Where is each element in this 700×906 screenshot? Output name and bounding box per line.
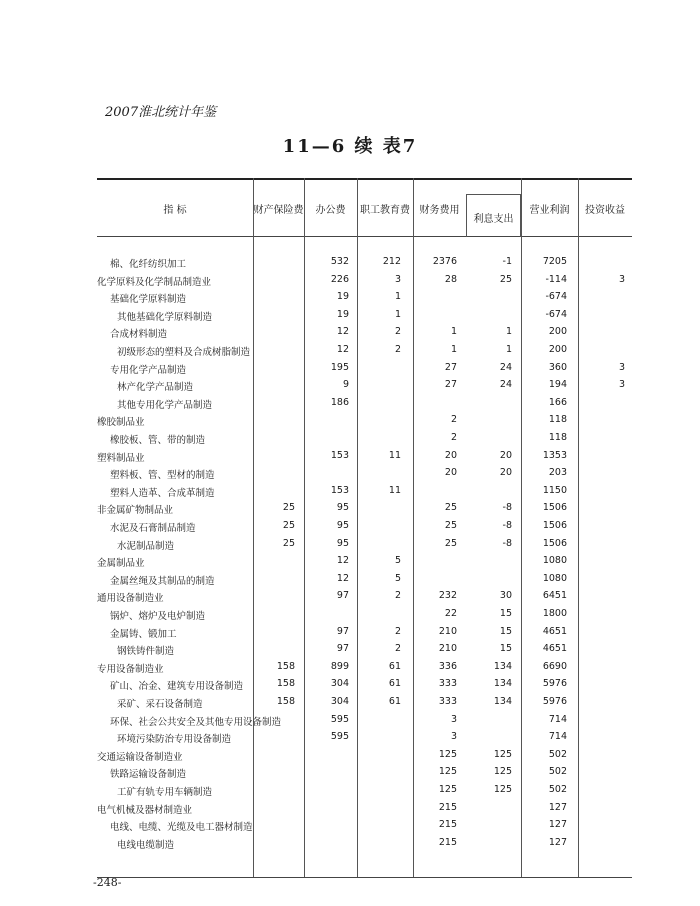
row-value: 5976 [542, 696, 567, 707]
table-row [0, 485, 700, 502]
row-value: 215 [438, 801, 457, 813]
header-interest: 利息支出 [473, 214, 514, 225]
table-row [0, 731, 700, 748]
row-value: 97 [336, 590, 349, 602]
row-value: 12 [336, 572, 349, 584]
table-row [0, 344, 700, 361]
row-value: 502 [548, 748, 567, 760]
row-value: 118 [548, 414, 567, 426]
row-indicator-name: 环保、社会公共安全及其他专用设备制造 [110, 716, 282, 728]
row-value: 25 [282, 537, 295, 549]
table-row [0, 661, 700, 678]
row-value: 158 [276, 678, 295, 690]
table-row [0, 414, 700, 431]
row-value: 6451 [542, 590, 567, 602]
row-value: 195 [330, 361, 349, 373]
row-value: 212 [382, 256, 401, 267]
row-indicator-name: 水泥及石膏制品制造 [110, 523, 196, 534]
row-value: 125 [438, 748, 457, 760]
row-value: 3 [618, 273, 625, 285]
row-value: 97 [336, 625, 349, 637]
row-value: 1 [450, 326, 457, 338]
row-value: 714 [548, 731, 567, 743]
row-value: 20 [444, 467, 457, 479]
row-value: -8 [502, 537, 512, 549]
row-value: 125 [493, 748, 512, 760]
row-value: 3 [618, 361, 625, 373]
row-indicator-name: 专用化学产品制造 [110, 364, 187, 376]
header-office: 办公费 [315, 205, 346, 216]
row-value: 61 [388, 678, 401, 690]
row-value: 1353 [542, 449, 567, 461]
row-value: 2 [394, 326, 401, 338]
row-indicator-name: 水泥制品制造 [117, 540, 175, 552]
row-indicator-name: 通用设备制造业 [97, 593, 164, 605]
table-row [0, 608, 700, 625]
row-value: 5 [394, 555, 401, 567]
row-value: 200 [548, 344, 567, 355]
row-value: 210 [438, 643, 457, 655]
row-value: 20 [499, 467, 512, 479]
row-value: 11 [388, 484, 401, 496]
row-indicator-name: 工矿有轨专用车辆制造 [117, 787, 213, 798]
table-row [0, 819, 700, 836]
table-row [0, 502, 700, 519]
row-value: 20 [499, 449, 512, 461]
row-value: 61 [388, 696, 401, 707]
table-row [0, 626, 700, 643]
row-value: 502 [548, 784, 567, 795]
table-row [0, 802, 700, 819]
table-row [0, 309, 700, 326]
table-row [0, 714, 700, 731]
row-value: 336 [438, 660, 457, 672]
row-indicator-name: 林产化学产品制造 [117, 382, 194, 394]
table-row [0, 326, 700, 343]
table-row [0, 538, 700, 555]
row-value: 714 [548, 713, 567, 725]
row-value: 25 [444, 502, 457, 514]
row-value: 15 [499, 643, 512, 655]
row-indicator-name: 锅炉、熔炉及电炉制造 [110, 611, 206, 622]
table-row [0, 696, 700, 713]
row-indicator-name: 电线电缆制造 [117, 839, 175, 851]
row-value: 25 [282, 502, 295, 514]
row-value: 19 [336, 291, 349, 303]
page-number: -248- [93, 876, 122, 889]
row-value: 25 [444, 520, 457, 531]
row-value: 4651 [542, 643, 567, 655]
table-row [0, 291, 700, 308]
row-value: 1 [505, 344, 512, 355]
row-value: -674 [545, 308, 567, 320]
row-indicator-name: 棉、化纤纺织加工 [110, 259, 187, 270]
row-indicator-name: 橡胶板、管、带的制造 [110, 435, 206, 446]
row-value: 153 [330, 449, 349, 461]
row-value: 1 [394, 291, 401, 303]
row-value: 158 [276, 696, 295, 707]
row-value: 134 [493, 678, 512, 690]
row-value: 1506 [542, 502, 567, 514]
row-value: 27 [444, 379, 457, 391]
row-indicator-name: 专用设备制造业 [97, 663, 164, 675]
row-value: 2 [394, 643, 401, 655]
row-value: 12 [336, 326, 349, 338]
row-value: 1 [394, 308, 401, 320]
row-indicator-name: 橡胶制品业 [97, 417, 145, 429]
row-value: 333 [438, 678, 457, 690]
row-value: 333 [438, 696, 457, 707]
row-value: 595 [330, 713, 349, 725]
header-operating-profit: 营业利润 [529, 205, 570, 216]
row-indicator-name: 电气机械及器材制造业 [97, 804, 193, 816]
table-row [0, 362, 700, 379]
row-indicator-name: 金属制品业 [97, 558, 145, 570]
row-value: 118 [548, 432, 567, 443]
row-value: 11 [388, 449, 401, 461]
row-value: -114 [545, 273, 567, 285]
table-row [0, 467, 700, 484]
header-investment-income: 投资收益 [585, 205, 625, 216]
row-value: 3 [450, 713, 457, 725]
header-property-insurance: 财产保险费 [253, 205, 304, 216]
row-value: -1 [502, 256, 512, 267]
table-row [0, 784, 700, 801]
row-value: 22 [444, 608, 457, 619]
row-value: 5976 [542, 678, 567, 690]
row-indicator-name: 电线、电缆、光缆及电工器材制造 [110, 822, 253, 834]
row-indicator-name: 其他专用化学产品制造 [117, 399, 213, 411]
row-value: 215 [438, 819, 457, 831]
row-value: 125 [438, 766, 457, 778]
row-value: 30 [499, 590, 512, 602]
row-indicator-name: 金属丝绳及其制品的制造 [110, 575, 215, 587]
header-indicator: 指 标 [163, 205, 187, 216]
table-row [0, 573, 700, 590]
row-value: 232 [438, 590, 457, 602]
row-value: 97 [336, 643, 349, 655]
row-value: 24 [499, 361, 512, 373]
row-value: 4651 [542, 625, 567, 637]
row-value: 2 [450, 414, 457, 426]
table-row [0, 749, 700, 766]
row-value: 127 [548, 801, 567, 813]
row-value: 1506 [542, 520, 567, 531]
row-value: 5 [394, 572, 401, 584]
table-row [0, 678, 700, 695]
row-indicator-name: 非金属矿物制品业 [97, 505, 174, 517]
row-value: -8 [502, 502, 512, 514]
header-education: 职工教育费 [360, 205, 410, 216]
row-value: 125 [493, 766, 512, 778]
row-value: 200 [548, 326, 567, 338]
row-value: 532 [330, 256, 349, 267]
row-value: 1150 [542, 484, 567, 496]
table-row [0, 590, 700, 607]
row-value: 12 [336, 344, 349, 355]
row-value: 1080 [542, 555, 567, 567]
row-value: 1 [505, 326, 512, 338]
row-value: 2 [394, 344, 401, 355]
row-indicator-name: 塑料板、管、型材的制造 [110, 470, 215, 482]
row-value: 127 [548, 836, 567, 848]
table-row [0, 432, 700, 449]
row-value: 25 [282, 520, 295, 531]
row-value: 95 [336, 502, 349, 514]
row-value: 125 [493, 784, 512, 795]
table-row [0, 837, 700, 854]
table-row [0, 379, 700, 396]
row-value: 12 [336, 555, 349, 567]
row-value: 2 [394, 590, 401, 602]
table-row [0, 450, 700, 467]
row-indicator-name: 交通运输设备制造业 [97, 751, 183, 763]
row-indicator-name: 塑料制品业 [97, 452, 145, 464]
row-indicator-name: 钢铁铸件制造 [117, 646, 175, 658]
row-value: 6690 [542, 660, 567, 672]
table-row [0, 643, 700, 660]
row-value: 210 [438, 625, 457, 637]
row-indicator-name: 金属铸、锻加工 [110, 628, 177, 640]
row-value: 215 [438, 836, 457, 848]
row-value: 2 [450, 432, 457, 443]
row-value: 127 [548, 819, 567, 831]
row-value: 2376 [432, 256, 457, 267]
row-value: 3 [394, 273, 401, 285]
row-value: 24 [499, 379, 512, 391]
row-indicator-name: 其他基础化学原料制造 [117, 311, 213, 323]
table-header-rule [97, 236, 632, 237]
header-financial: 财务费用 [419, 205, 460, 216]
row-value: 28 [444, 273, 457, 285]
row-value: 15 [499, 625, 512, 637]
row-value: 166 [548, 396, 567, 408]
table-bottom-rule [97, 877, 632, 878]
row-value: 203 [548, 467, 567, 479]
table-top-rule [97, 178, 632, 180]
row-value: -674 [545, 291, 567, 303]
row-value: 15 [499, 608, 512, 619]
row-indicator-name: 初级形态的塑料及合成树脂制造 [117, 347, 251, 358]
table-row [0, 397, 700, 414]
row-value: 1 [450, 344, 457, 355]
row-indicator-name: 塑料人造革、合成革制造 [110, 487, 215, 499]
row-value: 899 [330, 660, 349, 672]
row-indicator-name: 化学原料及化学制品制造业 [97, 276, 212, 288]
row-value: 502 [548, 766, 567, 778]
row-value: 304 [330, 696, 349, 707]
row-value: 25 [499, 273, 512, 285]
row-value: 304 [330, 678, 349, 690]
row-value: 226 [330, 273, 349, 285]
table-row [0, 256, 700, 273]
row-value: 186 [330, 396, 349, 408]
row-value: 1800 [542, 608, 567, 619]
row-value: 20 [444, 449, 457, 461]
row-indicator-name: 采矿、采石设备制造 [117, 699, 203, 710]
row-value: 3 [618, 379, 625, 391]
row-value: 360 [548, 361, 567, 373]
row-value: 595 [330, 731, 349, 743]
table-row [0, 274, 700, 291]
row-value: 95 [336, 537, 349, 549]
row-value: 19 [336, 308, 349, 320]
row-value: 27 [444, 361, 457, 373]
table-row [0, 555, 700, 572]
row-value: 1080 [542, 572, 567, 584]
row-indicator-name: 基础化学原料制造 [110, 294, 187, 306]
row-value: 95 [336, 520, 349, 531]
row-indicator-name: 铁路运输设备制造 [110, 769, 187, 781]
row-value: 61 [388, 660, 401, 672]
row-value: 3 [450, 731, 457, 743]
row-value: 1506 [542, 537, 567, 549]
row-value: 25 [444, 537, 457, 549]
row-value: 7205 [542, 256, 567, 267]
table-title: 11—6 续 表7 [282, 136, 418, 157]
row-indicator-name: 矿山、冶金、建筑专用设备制造 [110, 681, 244, 693]
row-value: 153 [330, 484, 349, 496]
table-row [0, 766, 700, 783]
book-title: 2007淮北统计年鉴 [105, 105, 217, 120]
row-value: 134 [493, 696, 512, 707]
row-value: 194 [548, 379, 567, 391]
row-indicator-name: 合成材料制造 [110, 329, 168, 341]
row-value: 9 [342, 379, 349, 391]
row-value: 125 [438, 784, 457, 795]
row-value: 134 [493, 660, 512, 672]
row-value: 158 [276, 660, 295, 672]
row-value: 2 [394, 625, 401, 637]
table-row [0, 520, 700, 537]
row-indicator-name: 环境污染防治专用设备制造 [117, 734, 232, 746]
row-value: -8 [502, 520, 512, 531]
